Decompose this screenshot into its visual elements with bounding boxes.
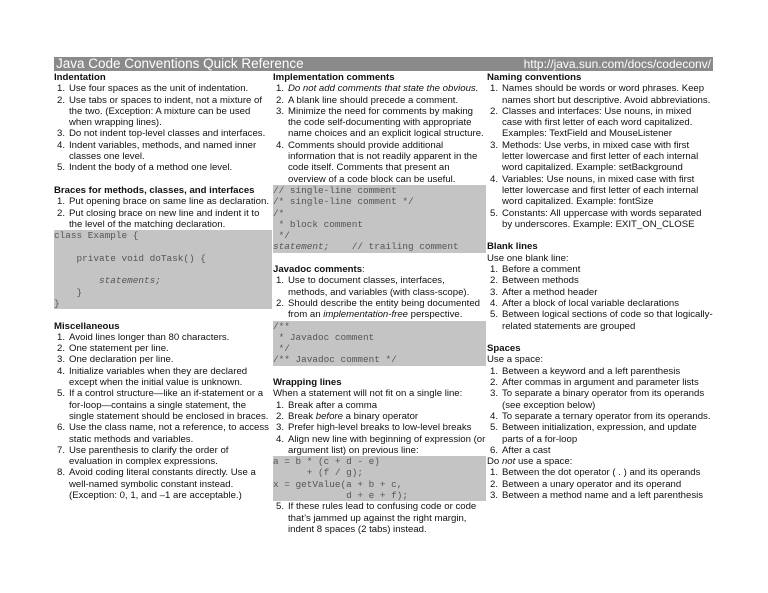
javadoc-comments-list <box>273 275 486 320</box>
title-bar <box>54 57 713 71</box>
implementation-comments-section <box>273 72 486 253</box>
right-column <box>487 72 713 501</box>
section-heading: Wrapping lines <box>273 377 342 389</box>
left-column <box>54 72 272 501</box>
spaces-section <box>487 343 713 501</box>
list-item: 2. Should describe the entity being documented from an implementation-free perspective. <box>276 297 481 321</box>
list-item: 4. Variables: Use nouns, in mixed case with first letter lowercase and first letter of each internal word capitalized. Example: fontSize <box>490 173 699 208</box>
list-item: 1. Names should be words or word phrases. Keep names short but descriptive. Avoid abbreviations. <box>490 83 711 106</box>
braces-list <box>54 196 272 230</box>
javadoc-code-example: /** * Javadoc comment */ /** Javadoc comment */ <box>273 321 486 366</box>
list-item: 1. Avoid lines longer than 80 characters. <box>57 331 230 343</box>
list-item: 1. Between the dot operator ( . ) and its operands <box>490 467 701 479</box>
middle-column <box>273 72 486 535</box>
blank-lines-section <box>487 241 713 331</box>
list-item: 2. Break before a binary operator <box>276 410 419 422</box>
list-item: 6. Use the class name, not a reference, to access static methods and variables. <box>57 422 269 445</box>
list-item: 1. Break after a comma <box>276 399 378 411</box>
section-heading: Javadoc comments: <box>273 264 365 276</box>
list-item: 4. Comments should provide additional information that is not readily apparent in the code itself. Comments that present an overview of a code block can be useful. <box>276 139 478 185</box>
section-intro: Use a space: <box>487 354 543 366</box>
list-item: 2. Classes and interfaces: Use nouns, in mixed case with first letter of each word capitalized. Examples: TextField and MouseListener <box>490 105 693 140</box>
list-item: 6. After a cast <box>490 444 551 456</box>
list-item: 5. Between logical sections of code so that logically-related statements are grouped <box>490 309 713 332</box>
section-heading: Spaces <box>487 343 521 355</box>
implementation-comments-list <box>273 83 486 185</box>
section-heading: Implementation comments <box>273 72 395 83</box>
indentation-list <box>54 83 272 173</box>
list-item: 3. After a method header <box>490 286 598 298</box>
section-intro: When a statement will not fit on a single line: <box>273 388 463 400</box>
miscellaneous-list <box>54 332 272 501</box>
spaces-not-list <box>487 467 713 501</box>
javadoc-comments-section <box>273 264 486 366</box>
list-item: 1. Put opening brace on same line as declaration. <box>57 196 269 208</box>
list-item: 3. Minimize the need for comments by making the code self-documenting with appropriate name choices and an explicit logical structure. <box>276 105 484 140</box>
blank-lines-list <box>487 264 713 332</box>
naming-conventions-section <box>487 72 713 230</box>
list-item: 5. If a control structure—like an if-statement or a for-loop—contains a single statement, the single statement should be enclosed in braces. <box>57 388 269 422</box>
list-item: 3. To separate a binary operator from its operands (see exception below) <box>490 388 705 411</box>
list-item: 5. Constants: All uppercase with words separated by underscores. Example: EXIT_ON_CLOSE <box>490 207 702 230</box>
section-intro: Use one blank line: <box>487 252 569 264</box>
list-item: 3. Methods: Use verbs, in mixed case with first letter lowercase and first letter of each internal word capitalized. Example: setBackground <box>490 139 699 174</box>
section-intro: Do not use a space: <box>487 456 573 468</box>
list-item: 5. Between initialization, expression, and update parts of a for-loop <box>490 422 697 445</box>
comments-code-example: // single-line comment /* single-line comment */ /* * block comment */ statement; // trailing comment <box>273 185 486 253</box>
braces-section <box>54 185 272 309</box>
list-item: 4. Align new line with beginning of expression (or argument list) on previous line: <box>276 433 486 456</box>
list-item: 1. Before a comment <box>490 264 581 276</box>
list-item: 5. If these rules lead to confusing code or code that’s jammed up against the right margin, indent 8 spaces (2 tabs) instead. <box>276 501 477 535</box>
wrapping-lines-section <box>273 377 486 535</box>
section-heading: Blank lines <box>487 241 538 253</box>
section-heading: Indentation <box>54 72 106 83</box>
list-item: 1. Use four spaces as the unit of indentation. <box>57 83 249 95</box>
naming-conventions-list <box>487 83 713 230</box>
list-item: 7. Use parenthesis to clarify the order of evaluation in complex expressions. <box>57 444 229 468</box>
indentation-section <box>54 72 272 174</box>
list-item: 2. One statement per line. <box>57 343 169 355</box>
list-item: 4. To separate a ternary operator from its operands. <box>490 410 711 422</box>
list-item: 2. Put closing brace on new line and indent it to the level of the matching declaration. <box>57 207 260 230</box>
list-item: 1. Do not add comments that state the obvious. <box>276 83 479 95</box>
list-item: 2. Between methods <box>490 275 579 287</box>
wrapping-lines-list <box>273 400 486 456</box>
list-item: 4. After a block of local variable declarations <box>490 297 680 309</box>
section-heading: Naming conventions <box>487 72 582 83</box>
list-item: 1. Use to document classes, interfaces, methods, and variables (with class-scope). <box>276 275 470 298</box>
spaces-use-list <box>487 366 713 456</box>
wrapping-code-example: a = b * (c + d - e) + (f / g); x = getValue(a + b + c, d + e + f); <box>273 456 486 501</box>
list-item: 2. Use tabs or spaces to indent, not a mixture of the two. (Exception: A mixture can be used when wrapping lines). <box>57 94 263 129</box>
list-item: 5. Indent the body of a method one level. <box>57 162 233 174</box>
section-heading: Braces for methods, classes, and interfaces <box>54 184 255 196</box>
list-item: 4. Initialize variables when they are declared except when the initial value is unknown. <box>57 365 248 389</box>
list-item: 8. Avoid coding literal constants directly. Use a well-named symbolic constant instead. (Exception: 0, 1, and –1 are acceptable.) <box>57 467 256 501</box>
page-title: Java Code Conventions Quick Reference <box>56 56 304 71</box>
list-item: 2. After commas in argument and parameter lists <box>490 377 699 389</box>
list-item: 2. Between a unary operator and its operand <box>490 478 682 490</box>
list-item: 1. Between a keyword and a left parenthesis <box>490 365 681 377</box>
list-item: 3. Between a method name and a left parenthesis <box>490 489 704 501</box>
reference-url: http://java.sun.com/docs/codeconv/ <box>523 57 711 71</box>
list-item: 3. Do not indent top-level classes and interfaces. <box>57 128 266 140</box>
braces-code-example: class Example { private void doTask() { statements; } } <box>54 230 272 309</box>
wrapping-lines-list-continued <box>273 501 486 535</box>
miscellaneous-section <box>54 321 272 502</box>
list-item: 3. One declaration per line. <box>57 354 174 366</box>
list-item: 3. Prefer high-level breaks to low-level breaks <box>276 422 472 434</box>
section-heading: Miscellaneous <box>54 320 120 332</box>
list-item: 4. Indent variables, methods, and named inner classes one level. <box>57 139 257 163</box>
list-item: 2. A blank line should precede a comment. <box>276 94 459 106</box>
